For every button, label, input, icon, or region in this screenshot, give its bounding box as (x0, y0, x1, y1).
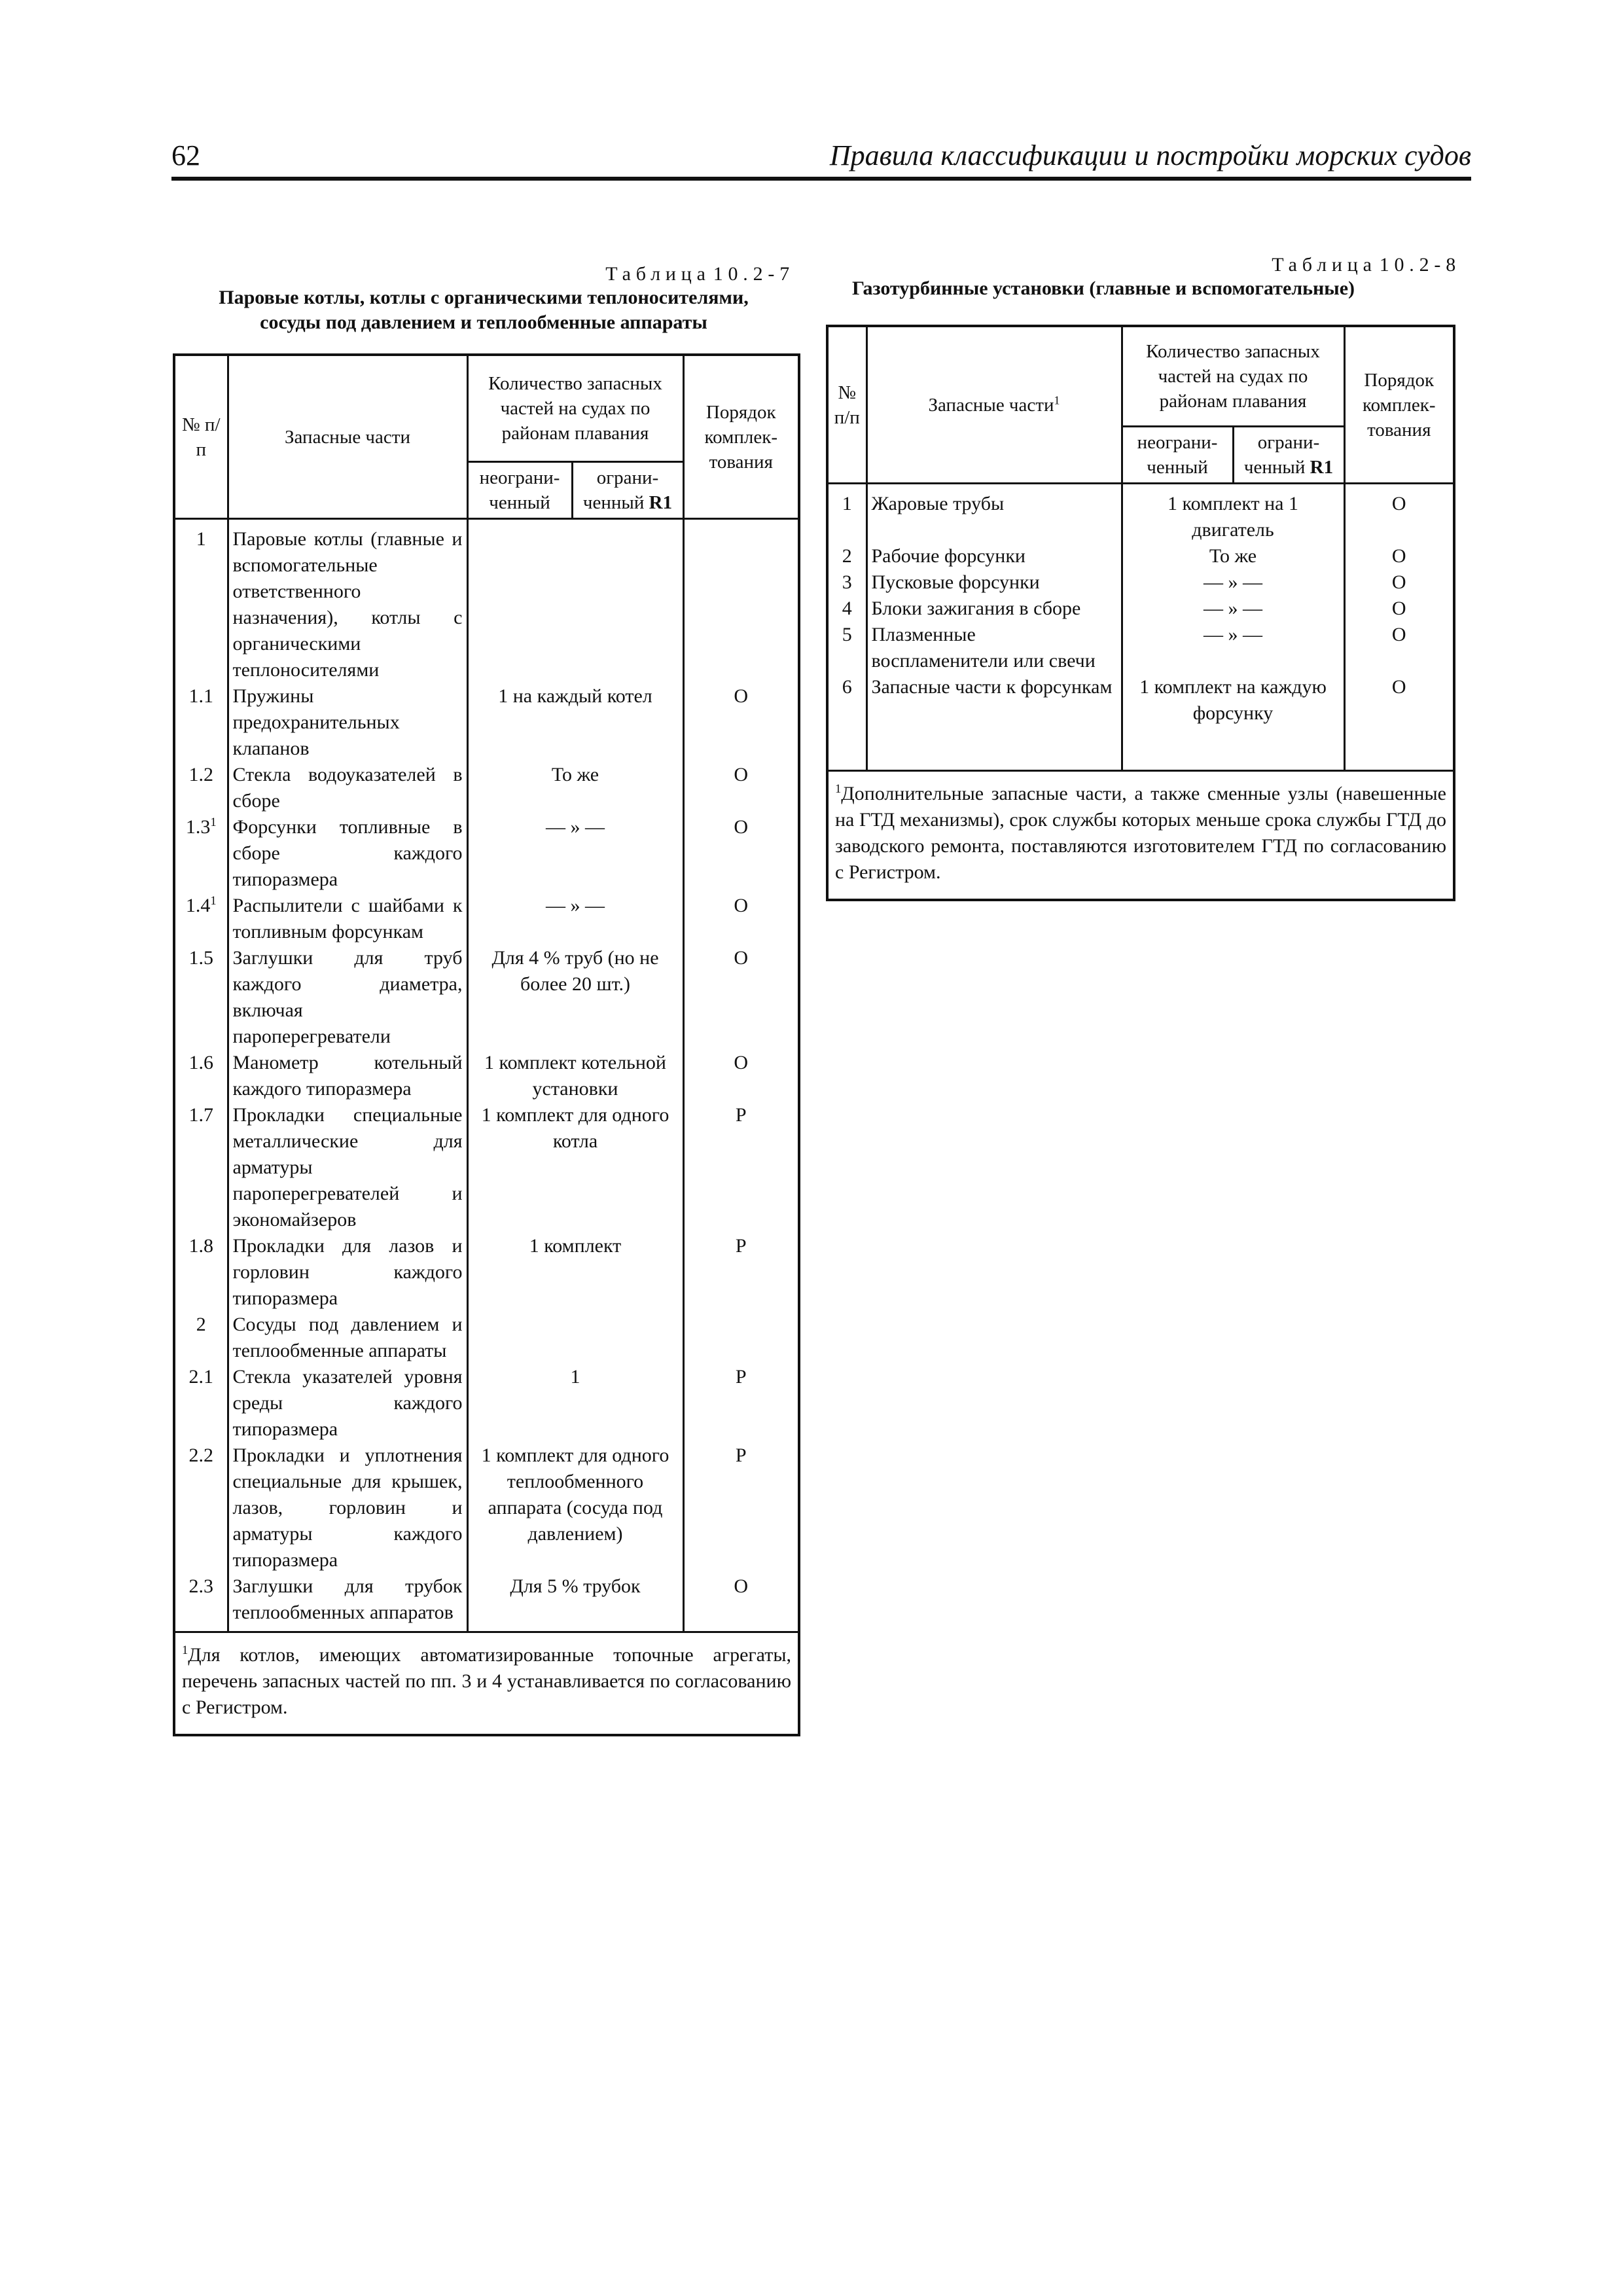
row-number-text: 1.5 (188, 947, 213, 969)
running-title: Правила классификации и постройки морских судов (829, 139, 1471, 171)
row-number (827, 484, 866, 544)
row-number (174, 683, 228, 762)
completion-order: О (683, 683, 799, 762)
row-number (174, 1573, 228, 1632)
spare-part-name: Пружины предохранительных клапанов (228, 683, 467, 762)
spare-quantity: — » — (1122, 596, 1344, 622)
spare-quantity: — » — (467, 814, 683, 893)
table-row (827, 543, 1454, 569)
header-limited-text: ограни-ченный (582, 467, 659, 513)
spare-quantity: 1 комплект котельной установки (467, 1050, 683, 1102)
spare-part-name: Заглушки для труб каждого диаметра, включая пароперегреватели (228, 945, 467, 1050)
row-number-text: 1.4 (185, 895, 211, 916)
row-number-text: 1.2 (188, 764, 213, 785)
header-unlimited: неограни-ченный (1122, 427, 1233, 484)
row-number-text: 1 (196, 528, 206, 550)
row-number (827, 674, 866, 771)
spare-quantity: 1 комплект для одного котла (467, 1102, 683, 1233)
row-number (174, 1233, 228, 1312)
header-part-text: Запасные части (928, 394, 1054, 416)
table-title-line1: Паровые котлы, котлы с органическими теплоносителями, (219, 287, 749, 308)
footnote-text: Для котлов, имеющих автоматизированные топочные агрегаты, перечень запасных частей по пп. 3 и 4 устанавливается по согласованию с Регистром. (182, 1644, 791, 1718)
completion-order: О (1344, 484, 1454, 544)
spare-quantity: То же (467, 762, 683, 814)
row-number-text: 6 (842, 676, 852, 698)
spare-quantity: 1 комплект на каждую форсунку (1122, 674, 1344, 771)
header-num: № п/п (827, 326, 866, 484)
row-number-footnote-mark: 1 (210, 816, 217, 829)
row-number-footnote-mark: 1 (210, 894, 217, 908)
row-number (174, 519, 228, 684)
table-row (174, 1050, 799, 1102)
completion-order (683, 1312, 799, 1364)
footnote-mark: 1 (182, 1643, 188, 1657)
table-row (174, 519, 799, 684)
completion-order: Р (683, 1364, 799, 1443)
spare-part-name: Сосуды под давлением и теплообменные аппараты (228, 1312, 467, 1364)
header-order: Порядок комплек-тования (683, 355, 799, 519)
table-row (827, 569, 1454, 596)
table-row (174, 1312, 799, 1364)
spare-part-name: Манометр котельный каждого типоразмера (228, 1050, 467, 1102)
table-row (827, 596, 1454, 622)
header-part-sup: 1 (1054, 393, 1060, 406)
row-number (174, 762, 228, 814)
spare-part-name: Прокладки для лазов и горловин каждого типоразмера (228, 1233, 467, 1312)
header-qty: Количество запасных частей на судах по районам плавания (1122, 326, 1344, 427)
completion-order: О (683, 814, 799, 893)
completion-order: О (683, 762, 799, 814)
row-number-text: 1.8 (188, 1235, 213, 1257)
table-10-2-7-caption (173, 263, 794, 335)
row-number-text: 1.6 (188, 1052, 213, 1073)
table-row (827, 622, 1454, 674)
row-number (827, 569, 866, 596)
spare-quantity: 1 комплект (467, 1233, 683, 1312)
completion-order: О (683, 945, 799, 1050)
completion-order: О (1344, 596, 1454, 622)
spare-part-name: Паровые котлы (главные и вспомогательные ответственного назначения), котлы с органическими теплоносителями (228, 519, 467, 684)
spare-part-name: Запасные части к форсункам (866, 674, 1122, 771)
header-order: Порядок комплек-тования (1344, 326, 1454, 484)
spare-part-name: Жаровые трубы (866, 484, 1122, 544)
spare-quantity: — » — (467, 893, 683, 945)
table-row (174, 1364, 799, 1443)
header-unlimited: неограни-ченный (467, 462, 572, 519)
spare-quantity (467, 519, 683, 684)
row-number-text: 2.3 (188, 1575, 213, 1597)
header-limited-r: R1 (1310, 457, 1334, 478)
header-qty: Количество запасных частей на судах по районам плавания (467, 355, 683, 462)
header-part: Запасные части (228, 355, 467, 519)
table-number: 10.2-8 (1379, 254, 1461, 276)
spare-part-name: Стекла указателей уровня среды каждого типоразмера (228, 1364, 467, 1443)
table-row (174, 762, 799, 814)
table-label-row (826, 254, 1461, 276)
row-number-text: 2 (842, 545, 852, 567)
spare-part-name: Рабочие форсунки (866, 543, 1122, 569)
table-row (174, 683, 799, 762)
spare-part-name: Пусковые форсунки (866, 569, 1122, 596)
table-row (174, 1573, 799, 1632)
spare-quantity: Для 4 % труб (но не более 20 шт.) (467, 945, 683, 1050)
table-row (174, 814, 799, 893)
footnote-text: Дополнительные запасные части, а также сменные узлы (навешенные на ГТД механизмы), срок службы которых меньше срока службы ГТД до заводского ремонта, поставляются изготовителем ГТД по согласованию с Регистром. (835, 783, 1446, 883)
table-label: Таблица (605, 263, 711, 285)
table-title-line2: сосуды под давлением и теплообменные аппараты (260, 312, 707, 333)
footnote (174, 1632, 799, 1736)
row-number-text: 1.1 (188, 685, 213, 707)
spare-part-name: Заглушки для трубок теплообменных аппаратов (228, 1573, 467, 1632)
table-row (174, 1443, 799, 1573)
spare-quantity (467, 1312, 683, 1364)
spare-part-name: Форсунки топливные в сборе каждого типоразмера (228, 814, 467, 893)
row-number (174, 814, 228, 893)
table-row (174, 1233, 799, 1312)
spare-part-name: Распылители с шайбами к топливным форсункам (228, 893, 467, 945)
completion-order: О (1344, 674, 1454, 771)
spare-part-name: Стекла водоуказателей в сборе (228, 762, 467, 814)
footnote (827, 771, 1454, 901)
spare-quantity: — » — (1122, 569, 1344, 596)
table-row (827, 484, 1454, 544)
table-row (174, 893, 799, 945)
row-number-text: 1 (842, 493, 852, 514)
header-limited (572, 462, 683, 519)
row-number-text: 1.7 (188, 1104, 213, 1126)
row-number (174, 1364, 228, 1443)
row-number (174, 1443, 228, 1573)
completion-order (683, 519, 799, 684)
row-number (174, 1102, 228, 1233)
row-number (174, 1312, 228, 1364)
completion-order: О (1344, 569, 1454, 596)
header-limited (1233, 427, 1344, 484)
completion-order: О (1344, 543, 1454, 569)
spare-quantity: То же (1122, 543, 1344, 569)
header-limited-text: ограни-ченный (1243, 432, 1320, 478)
header-part (866, 326, 1122, 484)
footnote-mark: 1 (835, 782, 842, 796)
row-number-text: 5 (842, 624, 852, 645)
table-10-2-8-caption (826, 254, 1461, 301)
table-number: 10.2-7 (713, 263, 794, 285)
row-number-text: 2.2 (188, 1444, 213, 1466)
spare-part-name: Блоки зажигания в сборе (866, 596, 1122, 622)
completion-order: О (1344, 622, 1454, 674)
spare-quantity: — » — (1122, 622, 1344, 674)
row-number-text: 2 (196, 1314, 206, 1335)
completion-order: О (683, 1050, 799, 1102)
spare-part-name: Прокладки и уплотнения специальные для крышек, лазов, горловин и арматуры каждого типоразмера (228, 1443, 467, 1573)
table-10-2-7 (173, 353, 800, 1736)
spare-quantity: 1 (467, 1364, 683, 1443)
spare-quantity: 1 комплект для одного теплообменного аппарата (сосуда под давлением) (467, 1443, 683, 1573)
spare-quantity: 1 комплект на 1 двигатель (1122, 484, 1344, 544)
row-number (827, 543, 866, 569)
row-number (827, 622, 866, 674)
spare-part-name: Плазменные воспламенители или свечи (866, 622, 1122, 674)
table-10-2-8 (826, 325, 1455, 901)
completion-order: Р (683, 1443, 799, 1573)
row-number (174, 1050, 228, 1102)
header-num: № п/п (174, 355, 228, 519)
row-number-text: 1.3 (185, 816, 211, 838)
table-row (174, 1102, 799, 1233)
table-label-row (173, 263, 794, 285)
table-label: Таблица (1272, 254, 1377, 276)
completion-order: Р (683, 1233, 799, 1312)
row-number (827, 596, 866, 622)
completion-order: О (683, 893, 799, 945)
table-row (174, 945, 799, 1050)
spare-quantity: 1 на каждый котел (467, 683, 683, 762)
row-number-text: 4 (842, 598, 852, 619)
table-row (827, 674, 1454, 771)
row-number-text: 2.1 (188, 1366, 213, 1388)
table-title: Газотурбинные установки (главные и вспомогательные) (852, 278, 1355, 299)
row-number (174, 893, 228, 945)
spare-part-name: Прокладки специальные металлические для арматуры пароперегревателей и экономайзеров (228, 1102, 467, 1233)
header-limited-r: R1 (649, 492, 673, 513)
completion-order: Р (683, 1102, 799, 1233)
header-rule (171, 177, 1471, 181)
row-number-text: 3 (842, 571, 852, 593)
page-number: 62 (171, 139, 200, 171)
row-number (174, 945, 228, 1050)
spare-quantity: Для 5 % трубок (467, 1573, 683, 1632)
completion-order: О (683, 1573, 799, 1632)
